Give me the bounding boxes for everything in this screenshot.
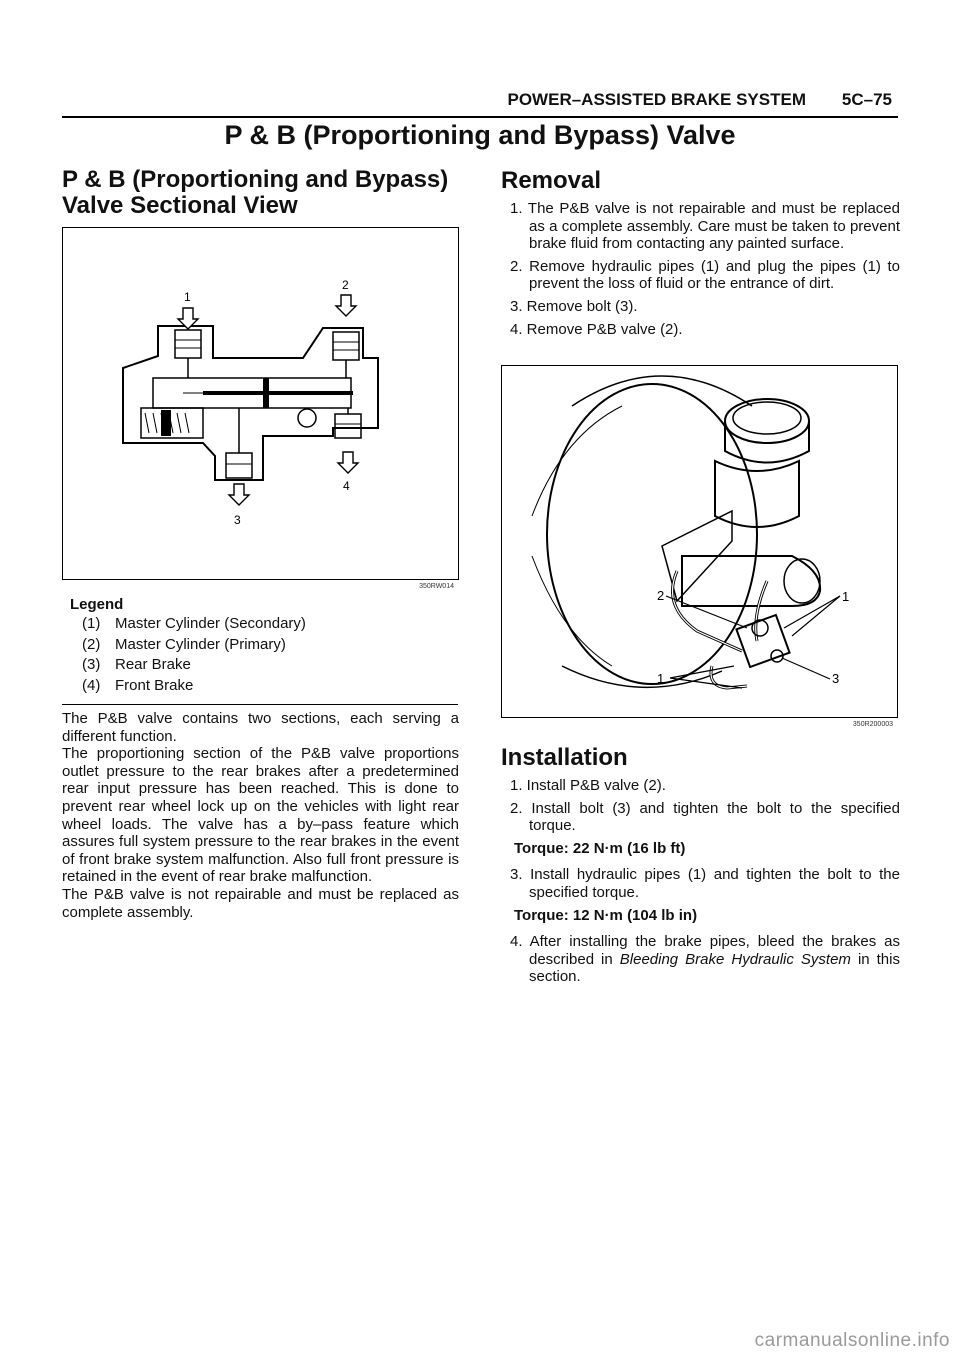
removal-heading: Removal bbox=[501, 167, 602, 194]
callout-1-lower: 1 bbox=[657, 671, 665, 686]
watermark: carmanualsonline.info bbox=[754, 1330, 950, 1351]
page-title: P & B (Proportioning and Bypass) Valve bbox=[224, 120, 736, 150]
figure-code: 350RW014 bbox=[419, 583, 454, 590]
cross-reference-link: Bleeding Brake Hydraulic System bbox=[619, 950, 851, 968]
header-page-number: 5C–75 bbox=[841, 90, 892, 109]
arrow-out-3 bbox=[229, 484, 249, 505]
page-header bbox=[62, 86, 898, 118]
master-cylinder-drawing bbox=[502, 366, 897, 717]
callout-3: 3 bbox=[832, 671, 840, 686]
torque-spec bbox=[510, 907, 900, 925]
legend-item: (4) Front Brake bbox=[82, 676, 194, 694]
installation-step: 4. After installing the brake pipes, bleed the brakes as described in Bleeding Brake Hydraulic System in this section. bbox=[510, 933, 900, 986]
paragraph: The P&B valve is not repairable and must be replaced as complete assembly. bbox=[62, 885, 459, 921]
legend-item: (1) Master Cylinder (Secondary) bbox=[82, 615, 306, 632]
header-section-title: POWER–ASSISTED BRAKE SYSTEM bbox=[507, 90, 806, 109]
installation-step: 1. Install P&B valve (2). bbox=[510, 777, 666, 794]
paragraph: The proportioning section of the P&B valve proportions outlet pressure to the rear brakes after a predetermined rear input pressure has been reached. This is done to prevent rear wheel lock up on the vehicles with light rear wheel loads. The valve has a by–pass feature which assures full system pressure to the rear brakes in the event of front brake system malfunction. Also full front pressure is retained in the event of rear brake malfunction. bbox=[62, 745, 459, 886]
callout-4: 4 bbox=[343, 479, 350, 493]
arrow-out-4 bbox=[338, 452, 358, 473]
paragraph: The P&B valve contains two sections, each serving a different function. bbox=[62, 710, 459, 745]
valve-cross-section-drawing bbox=[63, 228, 458, 579]
callout-2: 2 bbox=[657, 588, 665, 603]
callout-1-upper: 1 bbox=[842, 589, 850, 604]
removal-step: 2. Remove hydraulic pipes (1) and plug the pipes (1) to prevent the loss of fluid or the entrance of dirt. bbox=[510, 257, 900, 293]
installation-steps bbox=[510, 777, 900, 991]
installation-heading: Installation bbox=[501, 744, 628, 771]
legend-list bbox=[82, 614, 306, 696]
arrow-into-2 bbox=[336, 295, 356, 316]
legend-divider bbox=[62, 704, 458, 705]
callout-3: 3 bbox=[234, 513, 241, 527]
removal-step: 1. The P&B valve is not repairable and must be replaced as a complete assembly. Care must be taken to prevent brake fluid from contacting any painted surface. bbox=[510, 200, 900, 253]
installation-step: 3. Install hydraulic pipes (1) and tighten the bolt to the specified torque. bbox=[510, 866, 900, 901]
legend-item: (2) Master Cylinder (Primary) bbox=[82, 635, 286, 653]
removal-steps bbox=[510, 200, 900, 343]
description-text bbox=[62, 710, 459, 921]
removal-figure bbox=[501, 365, 898, 728]
removal-step: 4. Remove P&B valve (2). bbox=[510, 320, 683, 338]
sectional-view-figure bbox=[62, 227, 459, 590]
legend-title: Legend bbox=[70, 596, 124, 613]
removal-step: 3. Remove bolt (3). bbox=[510, 297, 638, 315]
figure-code: 350R200003 bbox=[852, 721, 893, 728]
legend-item: (3) Rear Brake bbox=[82, 656, 191, 673]
callout-2: 2 bbox=[342, 278, 349, 292]
sectional-view-heading: P & B (Proportioning and Bypass) Valve Sectional View bbox=[62, 166, 449, 219]
installation-step: 2. Install bolt (3) and tighten the bolt to the specified torque. bbox=[510, 799, 900, 835]
torque-value: Torque: 22 N·m (16 lb ft) bbox=[514, 839, 686, 857]
torque-spec bbox=[510, 840, 900, 858]
callout-1: 1 bbox=[184, 290, 191, 304]
torque-value: Torque: 12 N·m (104 lb in) bbox=[514, 906, 698, 924]
